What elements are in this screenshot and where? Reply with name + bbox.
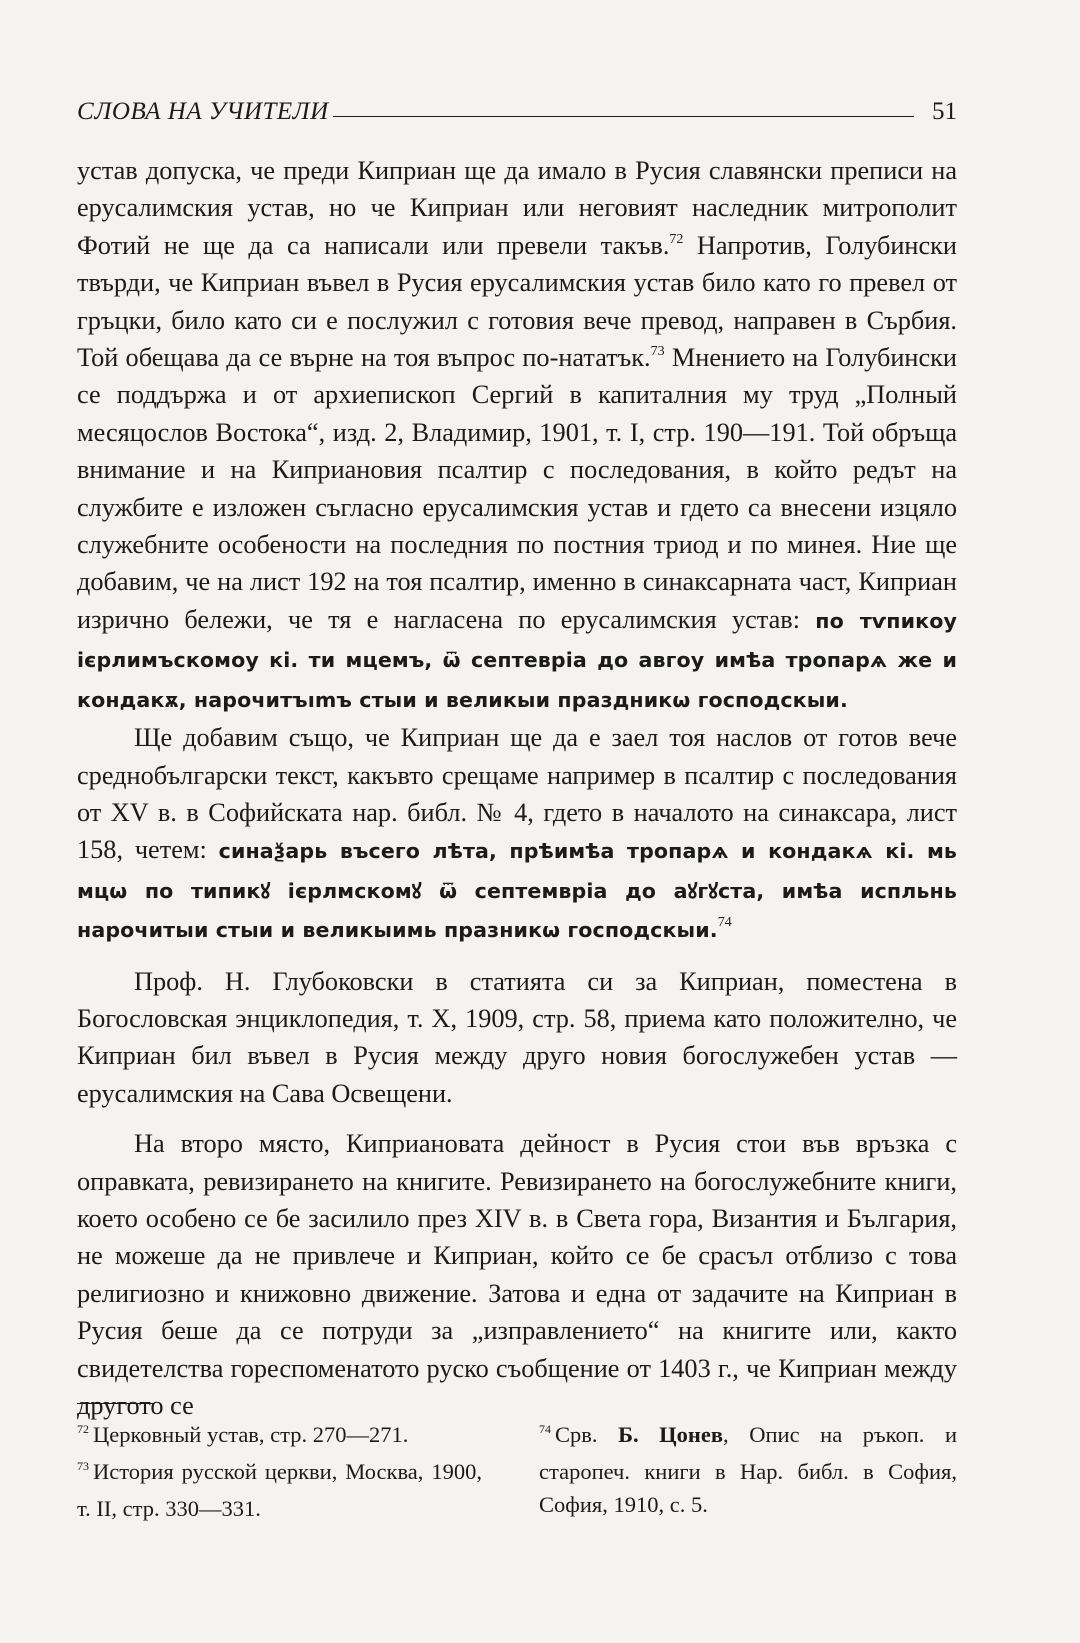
paragraph-2 xyxy=(77,719,957,949)
text-run: Напротив, Голубински твърди, че Киприан въвел в Русия ерусалимския устав било като го превел от гръцки, било като си е послужил с готовия вече превод, направен в Сърбия. Той обещава да се върне на тоя въпрос по-нататък. xyxy=(77,230,957,373)
paragraph-1 xyxy=(77,152,957,719)
footnote-number: 73 xyxy=(77,1459,89,1473)
footnote-72 xyxy=(77,1418,482,1455)
footnote-ref-73[interactable]: 73 xyxy=(650,344,665,360)
running-head-title: СЛОВА НА УЧИТЕЛИ xyxy=(77,98,329,125)
footnote-text: История русской церкви, Москва, 1900, т. II, стр. 330—331. xyxy=(77,1459,482,1521)
main-text xyxy=(77,152,957,1424)
footnote-text: Срв. xyxy=(555,1422,619,1447)
footnotes-right-column xyxy=(539,1418,957,1525)
footnotes xyxy=(77,1418,957,1525)
page-number: 51 xyxy=(932,98,957,125)
church-slavonic-quote-1: по тѵпикоу ієрлимъскомоу кі. ти мцемъ, ѿ септевріа до авгоу имѣа тропарѧ же и кондакѫ, нарочитъımъ стыи и великыи праздникѡ господскыи. xyxy=(77,608,957,712)
paragraph-3: Проф. Н. Глубоковски в статията си за Киприан, поместена в Богословская энциклопедия, т. X, 1909, стр. 58, приема като положително, че Киприан бил въвел в Русия между друго новия богослужебен устав — ерусалимския на Сава Освещени. xyxy=(77,966,957,1108)
footnotes-left-column xyxy=(77,1418,482,1525)
text-run: устав допуска, че преди Киприан ще да имало в Русия славянски преписи на ерусалимския устав, но че Киприан или неговият наследник митрополит Фотий не ще да са написали или превели такъв. xyxy=(77,156,957,260)
church-slavonic-quote-2: синаѯарь въсего лѣта, прѣимѣа тропарѧ и кондакѧ кі. мь мцѡ по типикꙋ ієрлмскомꙋ ѿ септемвріа до аꙋгꙋста, имѣа испльнь нарочитыи стыи и великыимь празникѡ господскыи. xyxy=(77,839,957,943)
text-run: Ще добавим също, че Киприан ще да е заел тоя наслов от готов вече среднобългарски текст, какъвто срещаме например в псалтир с последования от XV в. в Софийската нар. библ. № 4, гдето в началото на синаксара, лист 158, четем: xyxy=(77,723,957,865)
footnote-separator xyxy=(77,1403,153,1404)
paragraph-4: На второ място, Киприановата дейност в Русия стои във връзка с оправката, ревизирането на книгите. Ревизирането на богослужебните книги, което особено се бе засилило през XIV в. в Света гора, Византия и България, не можеше да не привлече и Киприан, който се бе срасъл отблизо с това религиозно и книжовно движение. Затова и една от задачите на Киприан в Русия беше да се потруди за „изправлението“ на книгите или, както свидетелства гореспоменатото руско съобщение от 1403 г., че Киприан между другото се xyxy=(77,1129,957,1420)
footnote-74 xyxy=(539,1418,957,1521)
running-head-rule xyxy=(333,116,914,117)
footnote-ref-72[interactable]: 72 xyxy=(669,231,684,247)
footnote-73 xyxy=(77,1455,482,1525)
footnote-ref-74[interactable]: 74 xyxy=(717,915,732,931)
footnote-number: 74 xyxy=(539,1422,551,1436)
footnote-text: Церковный устав, стр. 270—271. xyxy=(93,1422,409,1447)
running-head xyxy=(77,98,957,126)
footnote-text: , Опис на ръкоп. и старопеч. книги в Нар. библ. в София, София, 1910, с. 5. xyxy=(539,1422,957,1517)
footnote-author: Б. Цонев xyxy=(618,1422,724,1447)
text-run: Мнението на Голубински се поддържа и от архиепископ Сергий в капиталния му труд „Полный месяцослов Востока“, изд. 2, Владимир, 1901, т. I, стр. 190—191. Той обръща внимание и на Киприановия псалтир с последования, в който редът на службите е изложен съгласно ерусалимския устав и гдето са внесени изцяло служебните особености на последния по постния триод и по минея. Ние ще добавим, че на лист 192 на тоя псалтир, именно в синаксарната част, Киприан изрично бележи, че тя е нагласена по ерусалимския устав: xyxy=(77,343,957,634)
footnote-number: 72 xyxy=(77,1422,89,1436)
